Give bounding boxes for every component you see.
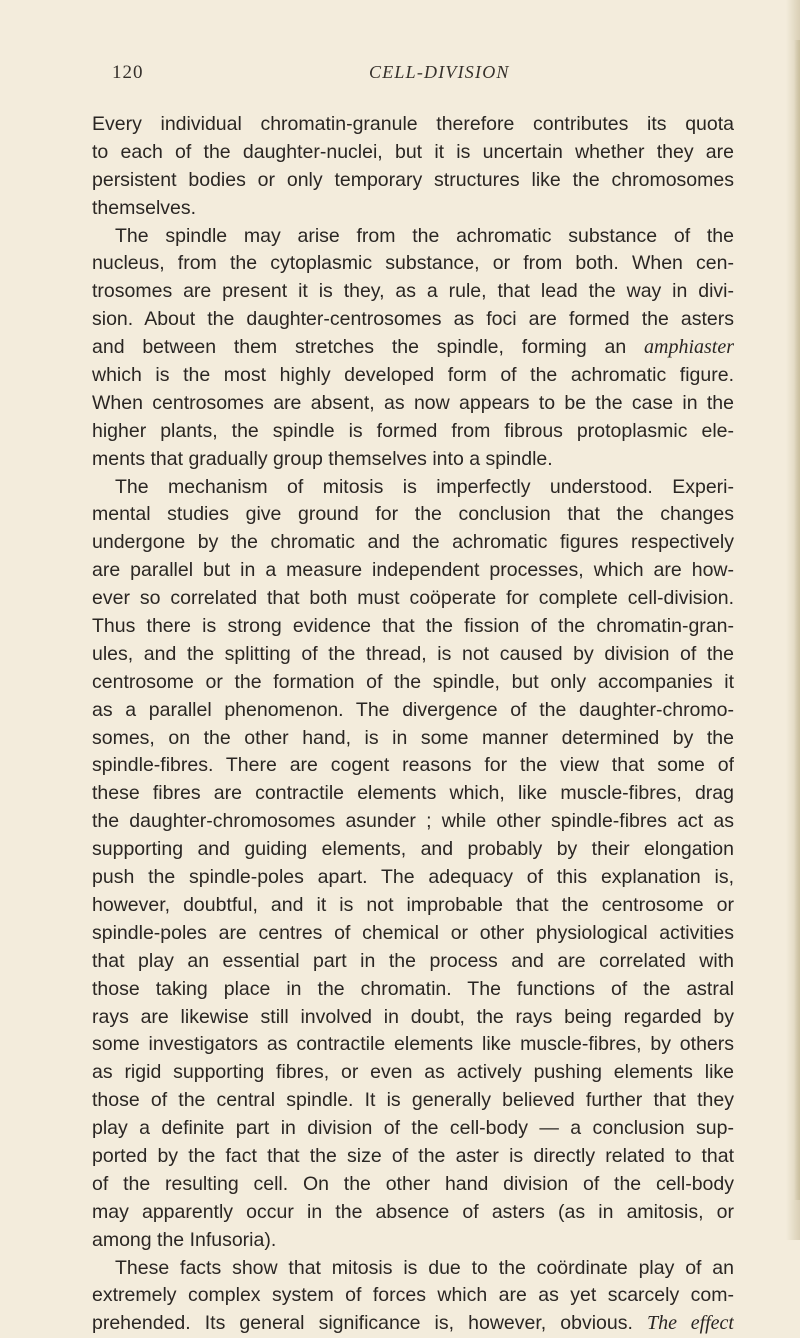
text-line-content: play a definite part in division of the cell-body — a conclusion sup-: [92, 1117, 734, 1140]
text-line-content: however, doubtful, and it is not improbable that the centrosome or: [92, 893, 734, 916]
text-line: [92, 725, 734, 753]
text-line-content: of the resulting cell. On the other hand division of the cell-body: [92, 1172, 734, 1195]
text-line: [92, 111, 734, 139]
text-line-content: trosomes are present it is they, as a rule, that lead the way in divi-: [92, 280, 734, 303]
text-line: [92, 474, 734, 502]
text-line-content: may apparently occur in the absence of asters (as in amitosis, or: [92, 1200, 734, 1223]
text-line-content: sion. About the daughter-centrosomes as foci are formed the asters: [92, 308, 734, 331]
text-line: [92, 920, 734, 948]
text-line: [92, 250, 734, 278]
text-line: [92, 641, 734, 669]
text-line-content: the daughter-chromosomes asunder ; while other spindle-fibres act as: [92, 810, 734, 833]
text-line: [92, 1143, 734, 1171]
text-line: [92, 1227, 734, 1255]
text-line: [92, 446, 734, 474]
text-line: [92, 1031, 734, 1059]
text-line: [92, 390, 734, 418]
text-line-content: ules, and the splitting of the thread, is not caused by division of the: [92, 642, 734, 665]
text-line-content: undergone by the chromatic and the achromatic figures respectively: [92, 531, 734, 554]
text-line: [92, 1059, 734, 1087]
text-line-content: some investigators as contractile elements like muscle-fibres, by others: [92, 1033, 734, 1056]
page-number: 120: [112, 62, 144, 83]
text-line: [92, 752, 734, 780]
text-line: [92, 529, 734, 557]
text-line-content: themselves.: [92, 196, 197, 219]
text-line-content: ever so correlated that both must coöperate for complete cell-division.: [92, 587, 734, 610]
text-line-content: nucleus, from the cytoplasmic substance, or from both. When cen-: [92, 252, 734, 275]
text-line-content: spindle-fibres. There are cogent reasons for the view that some of: [92, 754, 734, 777]
text-line-content: which is the most highly developed form of the achromatic figure.: [92, 364, 734, 387]
text-line-content: rays are likewise still involved in doubt, the rays being regarded by: [92, 1005, 734, 1028]
text-line-content: spindle-poles are centres of chemical or other physiological activities: [92, 921, 734, 944]
text-line-content: mental studies give ground for the conclusion that the changes: [92, 503, 734, 526]
body-text: [92, 111, 734, 1338]
text-line-content: push the spindle-poles apart. The adequacy of this explanation is,: [92, 866, 734, 889]
text-line: [92, 306, 734, 334]
text-line: [92, 1255, 734, 1283]
italic-term: amphiaster: [644, 336, 734, 359]
text-line: [92, 864, 734, 892]
text-line: [92, 278, 734, 306]
text-line-content: to each of the daughter-nuclei, but it is uncertain whether they are: [92, 140, 734, 163]
text-line-content: among the Infusoria).: [92, 1228, 277, 1251]
text-line: [92, 418, 734, 446]
text-line: [92, 334, 734, 362]
text-line: [92, 808, 734, 836]
text-line-content: These facts show that mitosis is due to the coördinate play of an: [115, 1256, 734, 1279]
text-line-content: are parallel but in a measure independent processes, which are how-: [92, 559, 734, 582]
text-line: [92, 669, 734, 697]
text-line-content: centrosome or the formation of the spindle, but only accompanies it: [92, 670, 734, 693]
text-line-content: somes, on the other hand, is in some manner determined by the: [92, 726, 734, 749]
text-line-content: When centrosomes are absent, as now appears to be the case in the: [92, 391, 734, 414]
text-line: [92, 501, 734, 529]
text-line: [92, 613, 734, 641]
text-line: [92, 1199, 734, 1227]
italic-term: The effect: [647, 1312, 734, 1335]
text-line-content: ported by the fact that the size of the aster is directly related to that: [92, 1144, 734, 1167]
text-line: [92, 976, 734, 1004]
text-line-content: and between them stretches the spindle, forming an: [92, 336, 644, 359]
page-curl-shadow: [794, 40, 800, 1200]
running-title: CELL-DIVISION: [369, 62, 510, 82]
running-head: [112, 62, 732, 90]
text-line-content: supporting and guiding elements, and probably by their elongation: [92, 838, 734, 861]
text-line-content: Thus there is strong evidence that the fission of the chromatin-gran-: [92, 615, 734, 638]
text-line: [92, 892, 734, 920]
text-line: [92, 1310, 734, 1338]
text-line: [92, 1004, 734, 1032]
text-line-content: The mechanism of mitosis is imperfectly understood. Experi-: [115, 475, 734, 498]
text-line-content: those taking place in the chromatin. The functions of the astral: [92, 977, 734, 1000]
text-line: [92, 167, 734, 195]
text-line-content: Every individual chromatin-granule therefore contributes its quota: [92, 113, 734, 135]
text-line: [92, 195, 734, 223]
text-line-content: that play an essential part in the process and are correlated with: [92, 949, 734, 972]
text-line: [92, 836, 734, 864]
text-line: [92, 1115, 734, 1143]
text-line-content: prehended. Its general significance is, however, obvious.: [92, 1312, 648, 1335]
text-line-content: extremely complex system of forces which are as yet scarcely com-: [92, 1284, 734, 1307]
text-line-content: these fibres are contractile elements which, like muscle-fibres, drag: [92, 782, 734, 805]
text-line: [92, 1171, 734, 1199]
text-line: [92, 780, 734, 808]
text-line: [92, 362, 734, 390]
text-line: [92, 139, 734, 167]
text-line: [92, 1282, 734, 1310]
text-line-content: as a parallel phenomenon. The divergence of the daughter-chromo-: [92, 698, 734, 721]
text-line: [92, 585, 734, 613]
text-line: [92, 557, 734, 585]
text-line-content: persistent bodies or only temporary structures like the chromosomes: [92, 168, 734, 191]
text-line-content: The spindle may arise from the achromatic substance of the: [115, 224, 734, 247]
text-line: [92, 223, 734, 251]
text-line-content: as rigid supporting fibres, or even as actively pushing elements like: [92, 1061, 734, 1084]
text-line: [92, 948, 734, 976]
text-line-content: higher plants, the spindle is formed from fibrous protoplasmic ele-: [92, 419, 734, 442]
text-line-content: those of the central spindle. It is generally believed further that they: [92, 1089, 734, 1112]
text-line-content: ments that gradually group themselves into a spindle.: [92, 447, 553, 470]
text-line: [92, 1087, 734, 1115]
text-line: [92, 697, 734, 725]
